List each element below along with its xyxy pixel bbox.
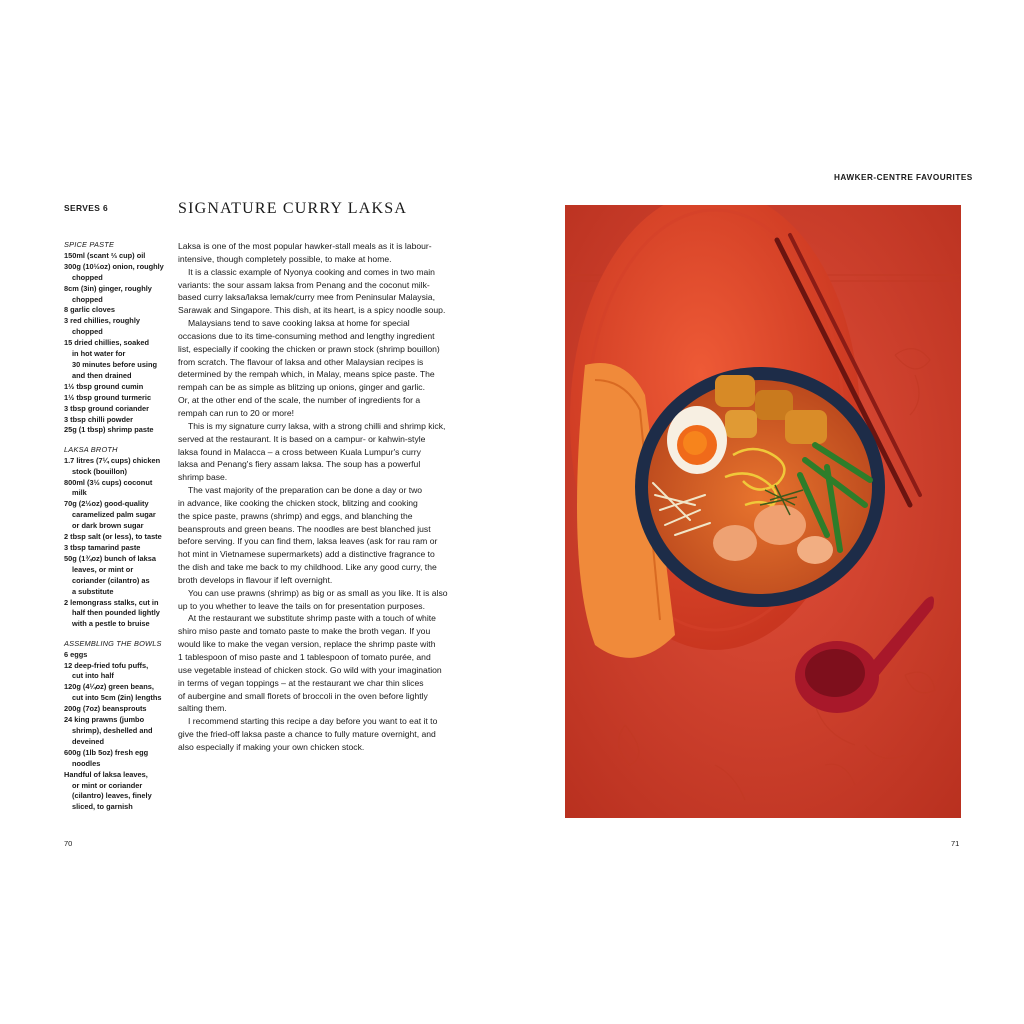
ingredient-line: coriander (cilantro) as [72, 575, 150, 585]
ingredients-list [64, 240, 174, 813]
body-text-line: beansprouts and green beans. The noodles are best blanched just [178, 523, 431, 534]
ingredient-line: 6 eggs [64, 649, 88, 659]
ingredient-line: and then drained [72, 370, 132, 380]
ingredient-line: 1½ tbsp ground cumin [64, 381, 144, 391]
laksa-photo-illustration [565, 205, 961, 818]
body-text-line: broth develops in flavour if left overnight. [178, 574, 333, 585]
ingredient-line: cut into 5cm (2in) lengths [72, 693, 162, 703]
body-text-line: This is my signature curry laksa, with a strong chilli and shrimp kick, [188, 420, 446, 431]
body-text-line: in terms of vegan toppings – at the restaurant we char thin slices [178, 677, 424, 688]
ingredient-line: 1.7 litres (7¼ cups) chicken [64, 455, 161, 465]
ingredient-line: or mint or coriander [72, 780, 143, 790]
body-text-line: Sarawak and Singapore. This dish, at its heart, is a spicy noodle soup. [178, 305, 446, 316]
ingredient-line: 8 garlic cloves [64, 305, 115, 315]
body-text-line: Laksa is one of the most popular hawker-stall meals as it is labour- [178, 241, 432, 251]
egg [667, 406, 727, 474]
ingredient-line: leaves, or mint or [72, 564, 134, 574]
ingredient-line: deveined [72, 736, 105, 746]
ingredient-section-heading: ASSEMBLING THE BOWLS [64, 638, 162, 648]
page-number-left: 70 [64, 839, 73, 848]
ingredient-line: 300g (10½oz) onion, roughly [64, 261, 164, 271]
body-text-line: determined by the rempah which, in Malay, means spice paste. The [178, 369, 435, 380]
ingredient-line: in hot water for [72, 349, 126, 359]
body-text-line: occasions due to its time-consuming method and lengthy ingredient [178, 330, 435, 341]
body-text-line: intensive, though completely possible, to make at home. [178, 253, 392, 264]
body-text-line: would like to make the vegan version, replace the shrimp paste with [178, 639, 436, 650]
ingredient-line: 70g (2½oz) good-quality [64, 499, 149, 509]
ingredient-line: chopped [72, 294, 103, 304]
body-text-line: 1 tablespoon of miso paste and 1 tablespoon of tomato purée, and [178, 652, 431, 662]
body-text-line: rempah can run to 20 or more! [178, 407, 295, 418]
body-text-line: the spice paste, prawns (shrimp) and eggs, and blanching the [178, 510, 413, 521]
ingredient-line: 150ml (scant ⅔ cup) oil [64, 250, 146, 260]
body-text-line: served at the restaurant. It is based on a campur- or kahwin-style [178, 433, 426, 444]
page-number-right: 71 [951, 839, 960, 848]
body-text-line: Or, at the other end of the scale, the number of ingredients for a [178, 395, 421, 406]
ingredient-line: 200g (7oz) beansprouts [64, 704, 147, 714]
ingredient-line: or dark brown sugar [72, 521, 144, 531]
ingredient-line: 3 tbsp ground coriander [64, 403, 149, 413]
ingredient-line: half then pounded lightly [72, 608, 160, 618]
ingredient-section-gap [64, 630, 174, 639]
body-text-line: before serving. If you can find them, laksa leaves (ask for rau ram or [178, 536, 438, 547]
ingredient-line: shrimp), deshelled and [72, 725, 153, 735]
body-text-line: I recommend starting this recipe a day before you want to eat it to [188, 716, 438, 727]
ingredient-section-gap [64, 436, 174, 445]
laksa-photo [565, 205, 961, 818]
body-text-line: It is a classic example of Nyonya cooking and comes in two main [188, 266, 435, 277]
body-text-line: laksa and Penang's fiery assam laksa. The soup has a powerful [178, 459, 421, 470]
ingredient-line: cut into half [72, 671, 114, 681]
ingredient-line: 2 lemongrass stalks, cut in [64, 597, 159, 607]
ingredient-line: caramelized palm sugar [72, 510, 156, 520]
body-text-line: Malaysians tend to save cooking laksa at home for special [188, 318, 410, 329]
body-text-line: shiro miso paste and tomato paste to make the broth vegan. If you [178, 626, 431, 637]
ingredient-line: noodles [72, 758, 101, 768]
body-text-line: use vegetable instead of chicken stock. Go wild with your imagination [178, 664, 442, 675]
recipe-title: SIGNATURE CURRY LAKSA [178, 200, 408, 217]
body-text-line: the dish and take me back to my childhood. Like any good curry, the [178, 562, 437, 573]
ingredient-line: a substitute [72, 586, 114, 596]
ingredient-line: 120g (4¼oz) green beans, [64, 682, 154, 692]
body-text-line: rempah can be as simple as blitzing up onions, ginger and garlic. [178, 382, 425, 393]
body-text-line: variants: the sour assam laksa from Penang and the coconut milk- [178, 279, 430, 290]
body-text-line: hot mint in Vietnamese supermarkets) add a distinctive fragrance to [178, 549, 435, 560]
ingredient-line: 8cm (3in) ginger, roughly [64, 283, 152, 293]
ingredient-line: chopped [72, 272, 103, 282]
ingredient-line: 3 tbsp tamarind paste [64, 542, 141, 552]
body-text-line: laksa found in Malacca – a cross between Kuala Lumpur's curry [178, 446, 421, 457]
body-text-line: up to you whether to leave the tails on for presentation purposes. [178, 600, 425, 611]
body-text-line: give the fried-off laksa paste a chance to fully mature overnight, and [178, 729, 436, 740]
ingredient-line: 50g (1¾oz) bunch of laksa [64, 553, 156, 563]
body-text-line: of aubergine and small florets of broccoli in the oven before lightly [178, 690, 428, 701]
ingredient-line: 3 tbsp chilli powder [64, 414, 133, 424]
ingredient-line: 15 dried chillies, soaked [64, 338, 150, 348]
ingredient-line: sliced, to garnish [72, 802, 133, 812]
body-text-line: salting them. [178, 703, 227, 714]
ingredient-line: 24 king prawns (jumbo [64, 715, 145, 725]
ingredient-line: 1½ tbsp ground turmeric [64, 392, 152, 402]
ingredient-line: 30 minutes before using [72, 359, 158, 369]
ingredient-line: chopped [72, 327, 103, 337]
ingredient-line: (cilantro) leaves, finely [72, 791, 152, 801]
body-text-line: based curry laksa/laksa lemak/curry mee from Peninsular Malaysia, [178, 292, 435, 303]
ingredient-line: 600g (1lb 5oz) fresh egg [64, 747, 149, 757]
ingredient-line: 3 red chillies, roughly [64, 316, 140, 326]
body-text-line: in advance, like cooking the chicken stock, blitzing and cooking [178, 497, 418, 508]
body-text-line: list, especially if cooking the chicken or prawn stock (shrimp bouillon) [178, 343, 440, 354]
body-text-line: from scratch. The flavour of laksa and other Malaysian recipes is [178, 356, 424, 367]
body-text-line: You can use prawns (shrimp) as big or as small as you like. It is also [188, 587, 448, 598]
body-text-line: also especially if making your own chicken stock. [178, 741, 365, 752]
ingredient-line: milk [72, 488, 87, 498]
ingredient-line: stock (bouillon) [72, 466, 128, 476]
ingredient-line: 12 deep-fried tofu puffs, [64, 660, 149, 670]
ingredient-line: with a pestle to bruise [72, 619, 150, 629]
body-text-line: shrimp base. [178, 472, 228, 483]
ingredient-line: 2 tbsp salt (or less), to taste [64, 532, 162, 542]
body-text-line: The vast majority of the preparation can be done a day or two [188, 485, 423, 496]
ingredient-line: Handful of laksa leaves, [64, 769, 148, 779]
body-text-line: At the restaurant we substitute shrimp paste with a touch of white [188, 613, 436, 624]
ingredient-section-heading: LAKSA BROTH [64, 444, 118, 454]
recipe-body-text [178, 240, 462, 754]
serves-label: SERVES 6 [64, 203, 109, 213]
section-header: HAWKER-CENTRE FAVOURITES [834, 173, 973, 182]
ingredient-line: 800ml (3½ cups) coconut [64, 477, 153, 487]
ingredient-line: 25g (1 tbsp) shrimp paste [64, 425, 154, 435]
ingredient-section-heading: SPICE PASTE [64, 240, 115, 249]
